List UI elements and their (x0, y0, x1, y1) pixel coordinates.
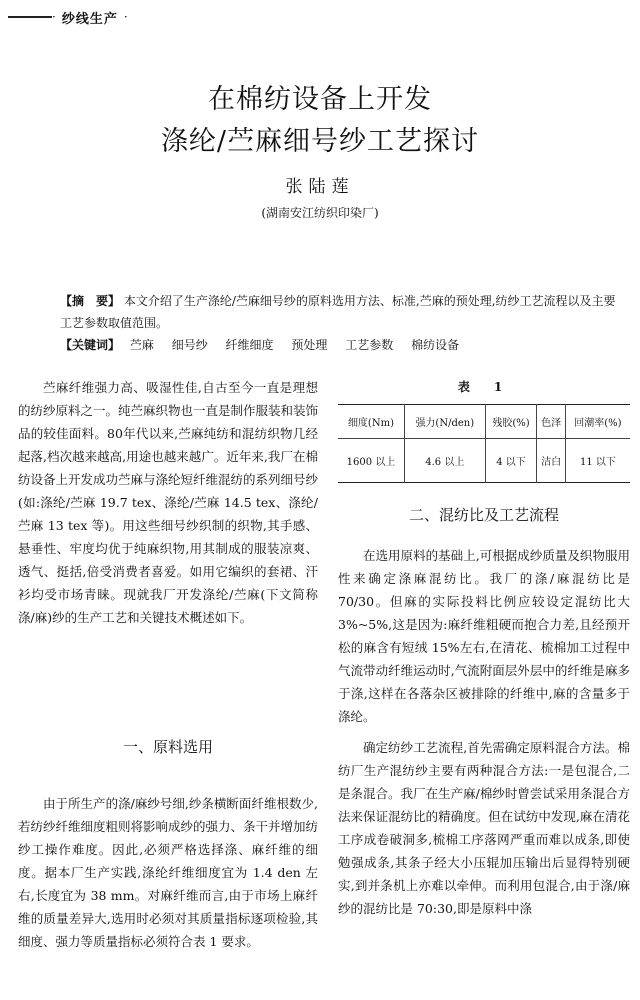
keyword: 苎麻 (129, 338, 154, 352)
table-header-cell: 回潮率(%) (565, 405, 630, 439)
section2-paragraph1: 在选用原料的基础上,可根据成纱质量及织物服用性来确定涤麻混纺比。我厂的涤/麻混纺比是 70/30。但麻的实际投料比例应较设定混纺比大 3%~5%,这是因为:麻纤维粗硬而抱合力差,且经预开松的麻含有短绒 15%左右,在清花、梳棉加工过程中气流带动纤维运动时,气流附面层外层中的纤维是麻多于涤,这样在各落杂区被排除的纤维中,麻的含量多于涤纶。 (338, 548, 630, 724)
keyword: 细号纱 (171, 338, 208, 352)
table-cell: 4 以下 (485, 439, 537, 483)
abstract-label: 【摘 要】 (60, 294, 121, 308)
section1-column (18, 792, 318, 953)
section-tag: 纱线生产 (61, 11, 118, 27)
author-affiliation: (湖南安江纺织印染厂) (261, 206, 379, 220)
section1-heading: 一、原料选用 (122, 738, 213, 756)
abstract (60, 290, 620, 334)
table-header-cell: 色泽 (537, 405, 565, 439)
author-name: 张陆莲 (285, 177, 355, 197)
section2-column (338, 544, 630, 920)
keywords (60, 334, 620, 356)
article-title-line1: 在棉纺设备上开发 (208, 84, 432, 115)
intro-paragraph: 苎麻纤维强力高、吸湿性佳,自古至今一直是理想的纺纱原料之一。纯苎麻织物也一直是制作服装和装饰品的较佳面料。80年代以来,苎麻纯纺和混纺织物几经起落,档次越来越高,用途也越来越广。近年来,我厂在棉纺设备上开发成功苎麻与涤纶短纤维混纺的系列细号纱(如:涤纶/苎麻 19.7 tex、涤纶/苎麻 14.5 tex、涤纶/苎麻 13 tex 等)。用这些细号纱织制的织物,其手感、悬垂性、牢度均优于纯麻织物,用其制成的服装凉爽、透气、挺括,倍受消费者喜爱。如用它编织的套裙、汗衫均受市场青睐。现就我厂开发涤纶/苎麻(下文简称涤/麻)纱的生产工艺和关键技术概述如下。 (18, 380, 319, 625)
table-row (338, 439, 630, 483)
table1 (338, 404, 630, 483)
table-cell: 4.6 以上 (404, 439, 485, 483)
table-cell: 洁白 (537, 439, 565, 483)
running-header (8, 8, 620, 26)
keyword: 纤维细度 (225, 338, 274, 352)
keyword: 工艺参数 (345, 338, 394, 352)
section1-paragraph: 由于所生产的涤/麻纱号细,纱条横断面纤维根数少,若纺纱纤维细度粗则将影响成纱的强力、条干并增加纺纱工操作难度。因此,必须严格选择涤、麻纤维的细度。据本厂生产实践,涤纶纤维细度宜为 1.4 den 左右,长度宜为 38 mm。对麻纤维而言,由于市场上麻纤维的质量差异大,选用时必须对其质量指标逐项检验,其细度、强力等质量指标必须符合表 1 要求。 (18, 796, 319, 949)
header-dot-right: · (123, 10, 128, 24)
keyword: 棉纺设备 (411, 338, 460, 352)
keywords-label: 【关键词】 (60, 338, 121, 352)
table-header-row (338, 405, 630, 439)
abstract-text: 本文介绍了生产涤纶/苎麻细号纱的原料选用方法、标准,苎麻的预处理,纺纱工艺流程以及主要工艺参数取值范围。 (60, 294, 616, 330)
header-rule (8, 16, 52, 18)
intro-column (18, 376, 318, 629)
table-cell: 11 以下 (565, 439, 630, 483)
header-dot-left: · (52, 10, 56, 24)
section2-heading: 二、混纺比及工艺流程 (408, 506, 559, 524)
table-header-cell: 残胶(%) (485, 405, 537, 439)
table-header-cell: 强力(N/den) (404, 405, 485, 439)
section2-paragraph2: 确定纺纱工艺流程,首先需确定原料混合方法。棉纺厂生产混纺纱主要有两种混合方法:一是包混合,二是条混合。我厂在生产麻/棉纱时曾尝试采用条混合方法来保证混纺比的精确度。但在试纺中发现,麻在清花工序成卷破洞多,梳棉工序落网严重而难以成条,即使勉强成条,其条子经大小压辊加压输出后显得特别硬实,到并条机上亦难以牵伸。而利用包混合,由于涤/麻纱的混纺比是 70:30,即是原料中涤 (338, 740, 630, 916)
table-cell: 1600 以上 (346, 457, 396, 468)
keyword: 预处理 (291, 338, 328, 352)
table1-title: 表 1 (457, 380, 509, 394)
article-title-line2: 涤纶/苎麻细号纱工艺探讨 (160, 126, 480, 157)
table-header-cell: 细度(Nm) (347, 418, 394, 429)
